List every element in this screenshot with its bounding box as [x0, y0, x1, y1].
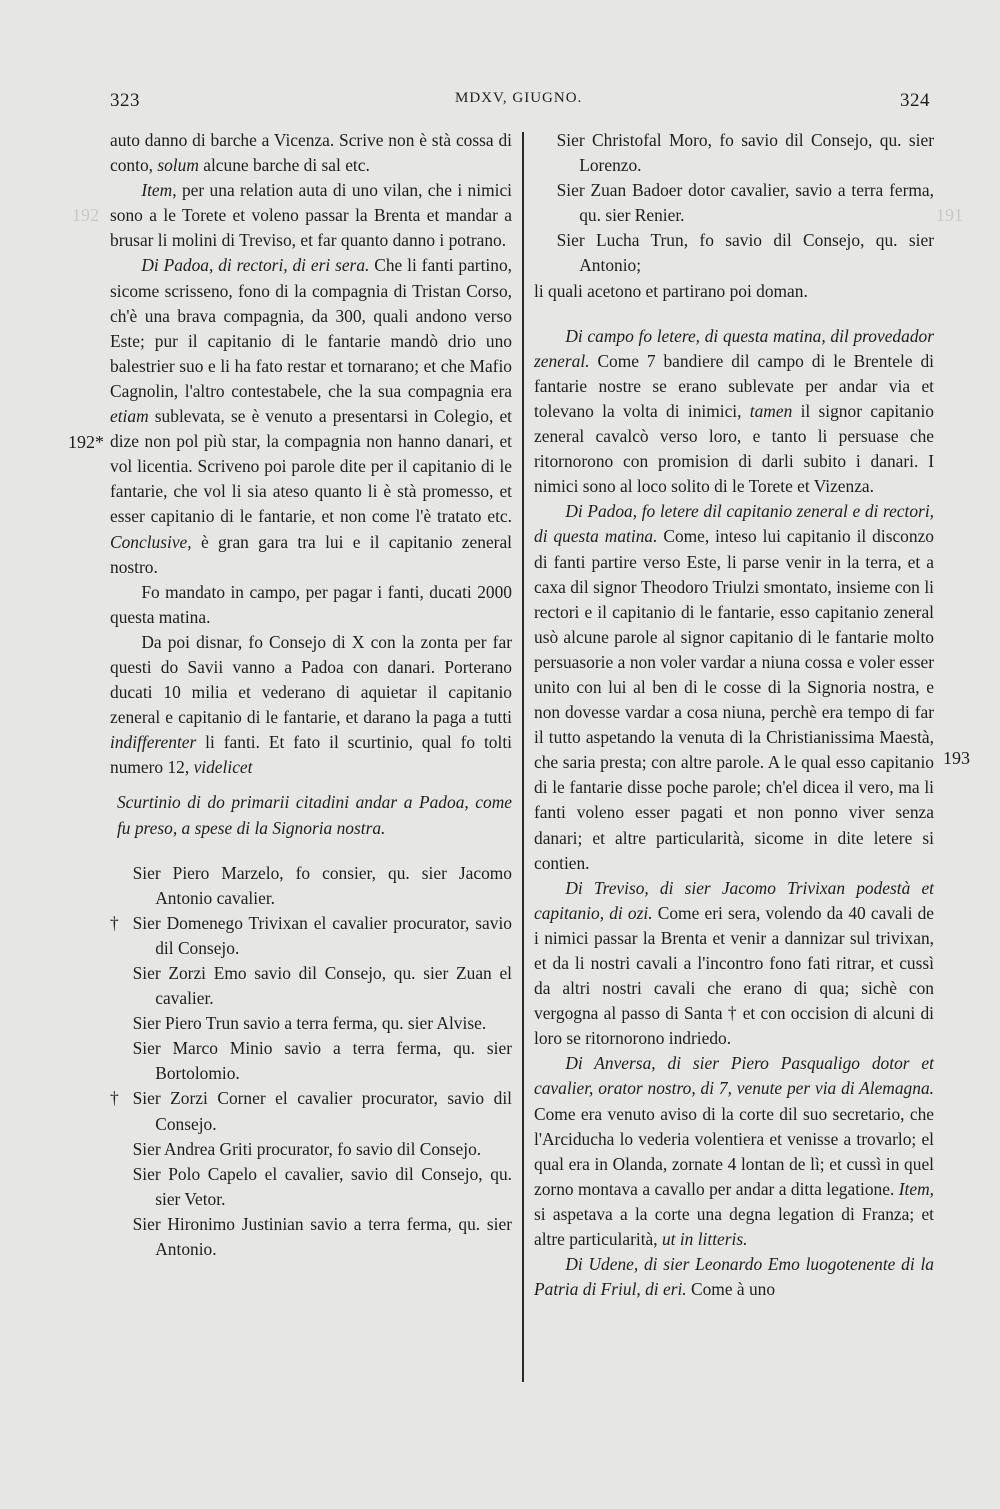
section-heading: Scurtinio di do primarii citadini andar a Padoa, come fu preso, a spese di la Signoria nostra. — [116, 792, 512, 838]
bleed-through-mark: 192 — [72, 205, 99, 225]
paragraph: Fo mandato in campo, per pagar i fanti, ducati 2000 questa matina. — [110, 581, 512, 627]
paragraph: Da poi disnar, fo Consejo di X con la zonta per far questi do Savii vanno a Padoa con danari. Porterano ducati 10 milia et vederano di aquietar il capitanio zeneral e capitanio di le fantarie, et darano la paga a tutti indifferenter li fanti. Et fato il scurtinio, qual fo tolti numero 12, videlicet — [110, 631, 512, 778]
paragraph: Di Treviso, di sier Jacomo Trivixan podestà et capitanio, di ozi. Come eri sera, volendo da 40 cavali de i nimici passar la Brenta et venir a dannizar sul trivixan, et da li nostri cavali a l'incontro fono fati ritrar, et cussì da altri nostri cavali che erano di qua; sichè con vergogna al passo di Santa † et con occision di alcuni di loro se ritornorono indriedo. — [534, 877, 934, 1049]
name-entry: Sier Hironimo Justinian savio a terra ferma, qu. sier Antonio. — [132, 1213, 512, 1260]
name-entry: Sier Christofal Moro, fo savio dil Consejo, qu. sier Lorenzo. — [556, 130, 934, 176]
paragraph: Di Udene, di sier Leonardo Emo luogotenente di la Patria di Friul, di eri. Come à uno — [534, 1254, 934, 1300]
name-entry: Sier Lucha Trun, fo savio dil Consejo, qu. sier Antonio; — [556, 230, 934, 276]
cross-mark: † — [727, 1003, 738, 1024]
paragraph: Di campo fo letere, di questa matina, dil provedador zeneral. Come 7 bandiere dil campo di le Brentele di fantarie nostre se erano sublevate per andar via et tolevano la volta di inimici, tamen il signor capitanio zeneral cavalcò verso loro, e tanto li persuase che ritornorono con promision di darli subito i danari. I nimici sono al loco solito di le Torete et Vizenza. — [534, 325, 935, 497]
paragraph: Di Padoa, di rectori, di eri sera. Che li fanti partino, sicome scrisseno, fono di la compagnia di Tristan Corso, ch'è una brava compagnia, da 300, quali andono verso Este; pur il capitanio di le fantarie mandò drio uno balestrier suo e li ha fato restar et tornarano; et che Mafio Cagnolin, l'altro contestabele, che la sua compagnia era etiam sublevata, se è venuto a presentarsi in Colegio, et dize non pol più star, la compagnia non hanno danari, et vol licentia. Scriveno poi parole dite per il capitanio di le fantarie, che vol li sia ateso quanto li è stà promesso, et esser capitanio di le fantarie, et non come l'è tratato etc. Conclusive, è gran gara tra lui e il capitanio zeneral nostro. — [110, 255, 512, 577]
paragraph: auto danno di barche a Vicenza. Scrive non è stà cossa di conto, solum alcune barche di sal etc. — [110, 130, 512, 176]
page-number-right: 324 — [900, 90, 930, 111]
cross-mark: † — [110, 1088, 119, 1109]
name-entry: Sier Polo Capelo el cavalier, savio dil Consejo, qu. sier Vetor. — [132, 1163, 512, 1209]
margin-note-left: 192* — [68, 432, 104, 452]
name-entry: Sier Piero Trun savio a terra ferma, qu. sier Alvise. — [132, 1013, 487, 1034]
name-entry: Sier Zorzi Emo savio dil Consejo, qu. sier Zuan el cavalier. — [132, 963, 512, 1009]
name-entry: † Sier Domenego Trivixan el cavalier procurator, savio dil Consejo. — [110, 912, 512, 958]
left-column — [110, 128, 512, 1262]
name-entry: Sier Zuan Badoer dotor cavalier, savio a terra ferma, qu. sier Renier. — [556, 180, 934, 226]
name-entry: † Sier Zorzi Corner el cavalier procurator, savio dil Consejo. — [110, 1088, 512, 1134]
name-entry: Sier Andrea Griti procurator, fo savio dil Consejo. — [132, 1138, 482, 1159]
paragraph: li quali acetono et partirano poi doman. — [534, 280, 808, 301]
running-head: MDXV, GIUGNO. — [455, 90, 583, 106]
name-entry: Sier Piero Marzelo, fo consier, qu. sier Jacomo Antonio cavalier. — [132, 862, 512, 908]
page-number-left: 323 — [110, 90, 140, 111]
paragraph: Item, per una relation auta di uno vilan, che i nimici sono a le Torete et voleno passar la Brenta et mandar a brusar li molini di Treviso, et far quanto danno i potrano. — [110, 180, 512, 251]
bleed-through-mark: 191 — [936, 205, 963, 225]
right-column — [534, 128, 934, 1302]
name-entry: Sier Marco Minio savio a terra ferma, qu. sier Bortolomio. — [132, 1038, 512, 1084]
column-divider — [522, 132, 524, 1382]
paragraph: Di Padoa, fo letere dil capitanio zeneral e di rectori, di questa matina. Come, inteso lui capitanio il disconzo di fanti partire verso Este, li parse venir in la terra, et a caxa dil signor Theodoro Triulzi smontato, insieme con li rectori e il capitanio di le fantarie, esso capitanio zeneral usò alcune parole al signor capitanio di le fantarie molto persuasorie a non voler vardar a niuna cossa e voler esser unito con lui al ben di le cosse di la Signoria nostra, e non dovesse vardar a cosa niuna, perchè era tempo di far il tutto aspetando la venuta di la Christianissima Maestà, che saria presta; con altre parole. A le qual esso capitanio di le fantarie disse poche parole; ch'el dicea il vero, ma li fanti voleno esser pagati et non ponno viver senza danari; et altre particularità, sicome in dite letere si contien. — [534, 501, 934, 873]
cross-mark: † — [110, 912, 119, 933]
margin-note-right: 193 — [943, 748, 970, 768]
paragraph: Di Anversa, di sier Piero Pasqualigo dotor et cavalier, orator nostro, di 7, venute per via di Alemagna. Come era venuto aviso di la corte dil suo secretario, che l'Arciducha lo vederia volentiera et venisse a trovarlo; el qual era in Olanda, zornate 4 lontan de lì; et cussì in quel zorno montava a cavallo per andar a ditta legatione. Item, si aspetava a la corte una degna legation di Franza; et altre particularità, ut in litteris. — [534, 1053, 934, 1250]
